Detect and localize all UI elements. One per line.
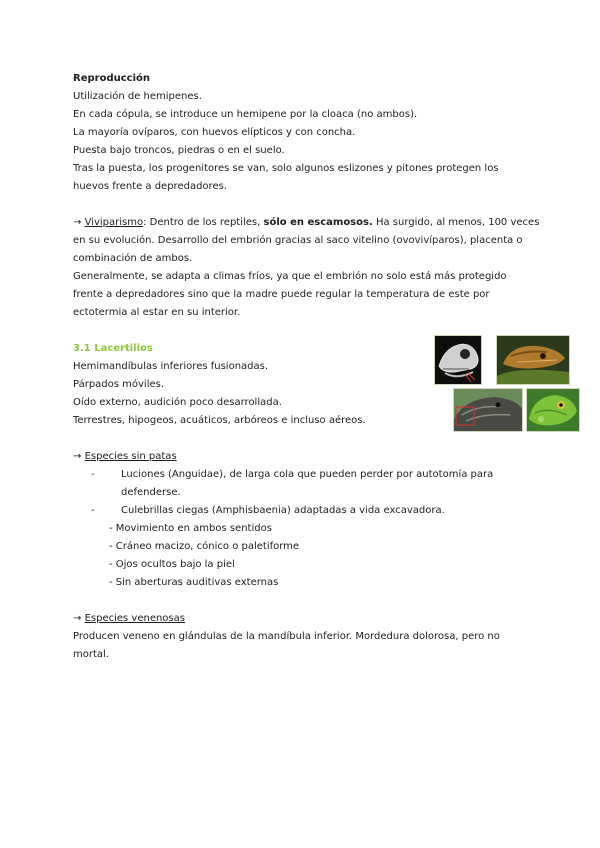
text-line: ectotermia al estar en su interior.	[73, 307, 241, 318]
text-line: Generalmente, se adapta a climas fríos, ya que el embrión no solo está más protegido	[73, 271, 507, 282]
lizard-skull-photo	[434, 335, 482, 385]
text-line: combinación de ambos.	[73, 253, 193, 264]
text-line: Párpados móviles.	[73, 379, 165, 390]
term-venenosas: Especies venenosas	[84, 613, 185, 624]
sub-list-item: - Sin aberturas auditivas externas	[109, 577, 279, 588]
sub-list-item: - Ojos ocultos bajo la piel	[109, 559, 235, 570]
viviparismo-line	[73, 214, 540, 232]
text-line: mortal.	[73, 649, 109, 660]
green-iguana-photo	[526, 388, 580, 432]
venenosas-heading	[73, 610, 533, 628]
text-line: La mayoría ovíparos, con huevos elípticos y con concha.	[73, 127, 356, 138]
section-heading-reproduccion: Reproducción	[73, 73, 150, 84]
bold-text: sólo en escamosos.	[263, 217, 373, 228]
text-line: Producen veneno en glándulas de la mandíbula inferior. Mordedura dolorosa, pero no	[73, 631, 500, 642]
text-line: En cada cópula, se introduce un hemipene por la cloaca (no ambos).	[73, 109, 418, 120]
dash-bullet: -	[91, 469, 95, 480]
lizard-head-scales-photo	[453, 388, 523, 432]
arrow-icon: →	[73, 217, 85, 228]
text-line: frente a depredadores sino que la madre puede regular la temperatura de este por	[73, 289, 490, 300]
lizard-head-brown-photo	[496, 335, 570, 385]
text-line: huevos frente a depredadores.	[73, 181, 227, 192]
sub-list-item: - Cráneo macizo, cónico o paletiforme	[109, 541, 300, 552]
text-line: Terrestres, hipogeos, acuáticos, arbóreos e incluso aéreos.	[73, 415, 366, 426]
text-line: Puesta bajo troncos, piedras o en el suelo.	[73, 145, 285, 156]
text-line: Utilización de hemipenes.	[73, 91, 202, 102]
list-item-text: Luciones (Anguidae), de larga cola que pueden perder por autotomía para defenderse.	[121, 469, 494, 498]
text-line: Hemimandíbulas inferiores fusionadas.	[73, 361, 269, 372]
term-viviparismo: Viviparismo	[84, 217, 144, 228]
term-sin-patas: Especies sin patas	[84, 451, 177, 462]
list-item	[73, 502, 533, 520]
text-line: en su evolución. Desarrollo del embrión gracias al saco vitelino (ovovivíparos), placenta o	[73, 235, 523, 246]
sub-list-item: - Movimiento en ambos sentidos	[109, 523, 272, 534]
dash-bullet: -	[91, 505, 95, 516]
arrow-icon: →	[73, 451, 85, 462]
text-span: : Dentro de los reptiles,	[143, 217, 264, 228]
list-item	[73, 466, 533, 502]
text-span: Ha surgido, al menos, 100 veces	[372, 217, 540, 228]
text-line: Tras la puesta, los progenitores se van, solo algunos eslizones y pitones protegen los	[73, 163, 499, 174]
sin-patas-heading	[73, 448, 533, 466]
arrow-icon: →	[73, 613, 85, 624]
text-line: Oído externo, audición poco desarrollada.	[73, 397, 282, 408]
list-item-text: Culebrillas ciegas (Amphisbaenia) adaptadas a vida excavadora.	[121, 505, 445, 516]
section-heading-lacertilios: 3.1 Lacertilios	[73, 343, 153, 354]
